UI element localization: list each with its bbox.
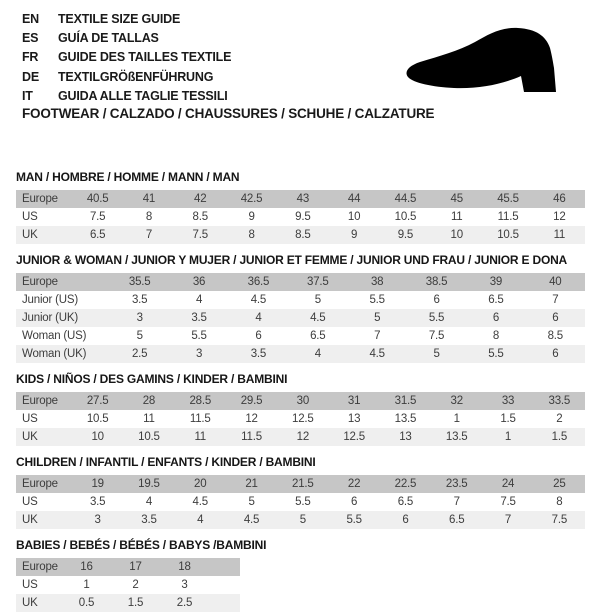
size-cell: 1.5 — [127, 597, 144, 609]
size-cell: 6.5 — [310, 330, 326, 342]
size-cell: 12 — [296, 431, 310, 443]
size-cell: 40 — [549, 276, 562, 288]
size-cell: 5.5 — [369, 294, 385, 306]
row-label: UK — [22, 431, 38, 443]
size-cell: 6 — [492, 312, 500, 324]
row-label: US — [22, 413, 38, 425]
size-cell: 18 — [178, 561, 191, 573]
size-cell: 10.5 — [394, 211, 417, 223]
language-list — [22, 10, 231, 106]
size-cell: 1 — [83, 579, 90, 591]
section-title: CHILDREN / INFANTIL / ENFANTS / KINDER / BAMBINI — [16, 455, 316, 469]
language-row-de — [22, 68, 231, 87]
size-cell: 24 — [501, 478, 515, 490]
section-man — [16, 170, 585, 244]
section-junior-woman — [16, 253, 585, 363]
filler-cell — [209, 558, 240, 576]
table-header-row — [16, 392, 585, 410]
size-cell: 5 — [374, 312, 381, 324]
table-row — [16, 291, 585, 309]
row-label: Junior (US) — [22, 294, 78, 306]
size-cell: 5 — [314, 294, 321, 306]
size-cell: 1 — [453, 413, 460, 425]
size-cell: 35.5 — [128, 276, 151, 288]
size-cell: 6.5 — [89, 229, 106, 241]
table-header-row — [16, 273, 585, 291]
size-cell: 3.5 — [191, 312, 207, 324]
size-cell: 2.5 — [131, 348, 148, 360]
filler-cell — [209, 594, 240, 612]
language-label: TEXTILE SIZE GUIDE — [58, 12, 181, 26]
language-label: GUIDE DES TAILLES TEXTILE — [58, 50, 232, 65]
language-label: GUIDA ALLE TAGLIE TESSILI — [58, 88, 228, 103]
row-label: Europe — [22, 395, 58, 407]
table-header-row — [16, 558, 240, 576]
section-children — [16, 455, 585, 529]
size-cell: 33 — [501, 395, 515, 407]
size-cell: 13 — [399, 431, 412, 443]
row-label: Woman (US) — [22, 330, 87, 342]
size-cell: 32 — [450, 395, 463, 407]
language-row-en — [22, 10, 231, 29]
size-cell: 0.5 — [78, 597, 95, 609]
table-row — [16, 511, 585, 529]
row-label: UK — [22, 514, 38, 526]
category-title: FOOTWEAR / CALZADO / CHAUSSURES / SCHUHE / CALZATURE — [22, 106, 435, 121]
size-cell: 5 — [248, 496, 255, 508]
size-cell: 20 — [194, 478, 207, 490]
size-cell: 5.5 — [428, 312, 445, 324]
size-cell: 10 — [91, 431, 104, 443]
size-table-babies — [16, 558, 240, 612]
size-cell: 5 — [136, 330, 143, 342]
size-cell: 5 — [433, 348, 440, 360]
size-cell: 36 — [192, 276, 206, 288]
size-cell: 45 — [450, 193, 463, 205]
row-label: UK — [22, 229, 38, 241]
row-label: Junior (UK) — [22, 312, 78, 324]
section-title: BABIES / BEBÉS / BÉBÉS / BABYS /BAMBINI — [16, 538, 267, 552]
size-cell: 11 — [143, 413, 155, 425]
size-cell: 43 — [296, 193, 310, 205]
size-cell: 4 — [195, 294, 203, 306]
size-cell: 27.5 — [86, 395, 109, 407]
row-label: Europe — [22, 276, 58, 288]
size-cell: 11 — [450, 211, 463, 223]
size-cell: 3 — [181, 579, 188, 591]
size-cell: 4.5 — [243, 514, 260, 526]
size-cell: 5.5 — [191, 330, 207, 342]
size-cell: 6 — [255, 330, 262, 342]
size-cell: 4.5 — [192, 496, 208, 508]
size-cell: 6 — [552, 312, 559, 324]
size-cell: 8 — [556, 496, 563, 508]
size-cell: 2 — [132, 579, 139, 591]
size-cell: 19.5 — [138, 478, 160, 490]
size-cell: 21 — [245, 478, 258, 490]
size-cell: 31 — [347, 395, 361, 407]
size-cell: 10.5 — [497, 229, 519, 241]
table-row — [16, 327, 585, 345]
size-cell: 3 — [136, 312, 143, 324]
size-cell: 5.5 — [346, 514, 362, 526]
row-label: US — [22, 496, 38, 508]
language-code: DE — [22, 69, 39, 84]
size-cell: 39 — [489, 276, 503, 288]
size-cell: 8 — [492, 330, 500, 342]
language-code: IT — [22, 88, 33, 103]
filler-cell — [209, 576, 240, 594]
section-title: MAN / HOMBRE / HOMME / MANN / MAN — [16, 170, 240, 184]
size-cell: 22 — [347, 478, 361, 490]
table-header-row — [16, 475, 585, 493]
language-label: TEXTILGRÖßENFÜHRUNG — [58, 69, 214, 84]
size-cell: 41 — [142, 193, 156, 205]
size-cell: 10 — [347, 211, 361, 223]
section-title: KIDS / NIÑOS / DES GAMINS / KINDER / BAMBINI — [16, 372, 288, 386]
size-cell: 3.5 — [141, 514, 157, 526]
size-cell: 2 — [556, 413, 563, 425]
size-cell: 1 — [504, 431, 512, 443]
size-cell: 13.5 — [394, 413, 417, 425]
row-label: Europe — [22, 561, 58, 573]
size-cell: 6 — [351, 496, 358, 508]
size-cell: 3 — [94, 514, 101, 526]
size-cell: 3 — [195, 348, 203, 360]
size-cell: 12.5 — [292, 413, 314, 425]
size-cell: 2.5 — [176, 597, 193, 609]
table-row — [16, 493, 585, 511]
language-row-fr — [22, 48, 231, 67]
size-cell: 4 — [255, 312, 262, 324]
size-cell: 42 — [194, 193, 207, 205]
size-cell: 12 — [245, 413, 258, 425]
section-title: JUNIOR & WOMAN / JUNIOR Y MUJER / JUNIOR ET FEMME / JUNIOR UND FRAU / JUNIOR E DONA — [16, 253, 568, 267]
language-code: FR — [22, 50, 39, 65]
row-label: UK — [22, 597, 38, 609]
table-row — [16, 576, 240, 594]
size-table-kids — [16, 392, 585, 446]
size-cell: 5 — [299, 514, 306, 526]
size-cell: 8.5 — [192, 211, 208, 223]
row-label: Europe — [22, 478, 58, 490]
language-row-es — [22, 29, 231, 48]
size-cell: 13.5 — [445, 431, 468, 443]
size-cell: 5.5 — [295, 496, 311, 508]
language-code: ES — [22, 31, 39, 46]
size-cell: 11.5 — [189, 413, 211, 425]
size-cell: 7 — [145, 229, 153, 241]
table-row — [16, 226, 585, 244]
size-cell: 44.5 — [394, 193, 417, 205]
size-cell: 6 — [402, 514, 409, 526]
size-cell: 8 — [145, 211, 153, 223]
size-cell: 9.5 — [295, 211, 311, 223]
size-cell: 4 — [314, 348, 321, 360]
size-cell: 4 — [145, 496, 153, 508]
size-cell: 10.5 — [138, 431, 160, 443]
size-cell: 9 — [351, 229, 358, 241]
size-cell: 21.5 — [292, 478, 314, 490]
size-cell: 10.5 — [86, 413, 109, 425]
table-row — [16, 309, 585, 327]
size-cell: 17 — [129, 561, 142, 573]
size-cell: 38.5 — [425, 276, 448, 288]
language-row-it — [22, 87, 231, 106]
size-cell: 33.5 — [548, 395, 571, 407]
size-cell: 46 — [553, 193, 566, 205]
size-cell: 44 — [347, 193, 361, 205]
size-table-junior-woman — [16, 273, 585, 363]
size-cell: 11.5 — [241, 431, 262, 443]
table-row — [16, 594, 240, 612]
size-cell: 7 — [552, 294, 559, 306]
size-sections — [16, 170, 585, 612]
size-cell: 7 — [453, 496, 460, 508]
size-cell: 8.5 — [295, 229, 311, 241]
size-cell: 4.5 — [369, 348, 385, 360]
size-cell: 12 — [553, 211, 566, 223]
size-cell: 7.5 — [428, 330, 445, 342]
size-cell: 28 — [142, 395, 156, 407]
section-kids — [16, 372, 585, 446]
size-cell: 7.5 — [89, 211, 106, 223]
size-cell: 7 — [374, 330, 381, 342]
table-row — [16, 345, 585, 363]
size-cell: 28.5 — [189, 395, 212, 407]
size-cell: 29.5 — [240, 395, 263, 407]
row-label: Woman (UK) — [22, 348, 87, 360]
size-cell: 8 — [248, 229, 255, 241]
size-cell: 31.5 — [394, 395, 417, 407]
size-cell: 37.5 — [307, 276, 329, 288]
size-cell: 22.5 — [394, 478, 417, 490]
size-cell: 45.5 — [497, 193, 519, 205]
size-cell: 7.5 — [551, 514, 568, 526]
section-babies — [16, 538, 585, 612]
size-cell: 16 — [80, 561, 93, 573]
size-cell: 19 — [91, 478, 104, 490]
table-row — [16, 410, 585, 428]
size-cell: 7.5 — [192, 229, 208, 241]
size-cell: 4.5 — [250, 294, 267, 306]
size-cell: 8.5 — [547, 330, 563, 342]
size-cell: 10 — [450, 229, 463, 241]
size-cell: 6 — [552, 348, 559, 360]
size-cell: 5.5 — [488, 348, 504, 360]
size-cell: 3.5 — [89, 496, 106, 508]
size-cell: 36.5 — [247, 276, 270, 288]
shoe-icon — [400, 20, 575, 105]
size-cell: 42.5 — [240, 193, 263, 205]
size-table-man — [16, 190, 585, 244]
size-cell: 3.5 — [250, 348, 267, 360]
size-cell: 3.5 — [131, 294, 148, 306]
size-cell: 12.5 — [343, 431, 365, 443]
row-label: US — [22, 579, 38, 591]
size-cell: 30 — [296, 395, 310, 407]
size-cell: 11 — [194, 431, 207, 443]
size-cell: 11 — [553, 229, 566, 241]
row-label: Europe — [22, 193, 58, 205]
size-cell: 40.5 — [86, 193, 109, 205]
size-cell: 7 — [504, 514, 512, 526]
row-label: US — [22, 211, 38, 223]
size-cell: 9 — [248, 211, 255, 223]
size-cell: 11.5 — [497, 211, 519, 223]
size-cell: 4.5 — [310, 312, 326, 324]
size-cell: 38 — [370, 276, 384, 288]
size-cell: 6.5 — [488, 294, 504, 306]
size-table-children — [16, 475, 585, 529]
size-cell: 7.5 — [500, 496, 516, 508]
table-row — [16, 428, 585, 446]
size-cell: 13 — [347, 413, 361, 425]
size-cell: 6.5 — [449, 514, 465, 526]
size-cell: 1.5 — [551, 431, 568, 443]
size-cell: 25 — [553, 478, 566, 490]
language-label: GUÍA DE TALLAS — [58, 31, 159, 46]
size-cell: 6 — [433, 294, 440, 306]
size-cell: 1.5 — [500, 413, 516, 425]
table-header-row — [16, 190, 585, 208]
language-code: EN — [22, 12, 39, 26]
size-cell: 9.5 — [397, 229, 414, 241]
table-row — [16, 208, 585, 226]
size-cell: 6.5 — [397, 496, 414, 508]
size-cell: 4 — [197, 514, 204, 526]
size-cell: 23.5 — [445, 478, 468, 490]
